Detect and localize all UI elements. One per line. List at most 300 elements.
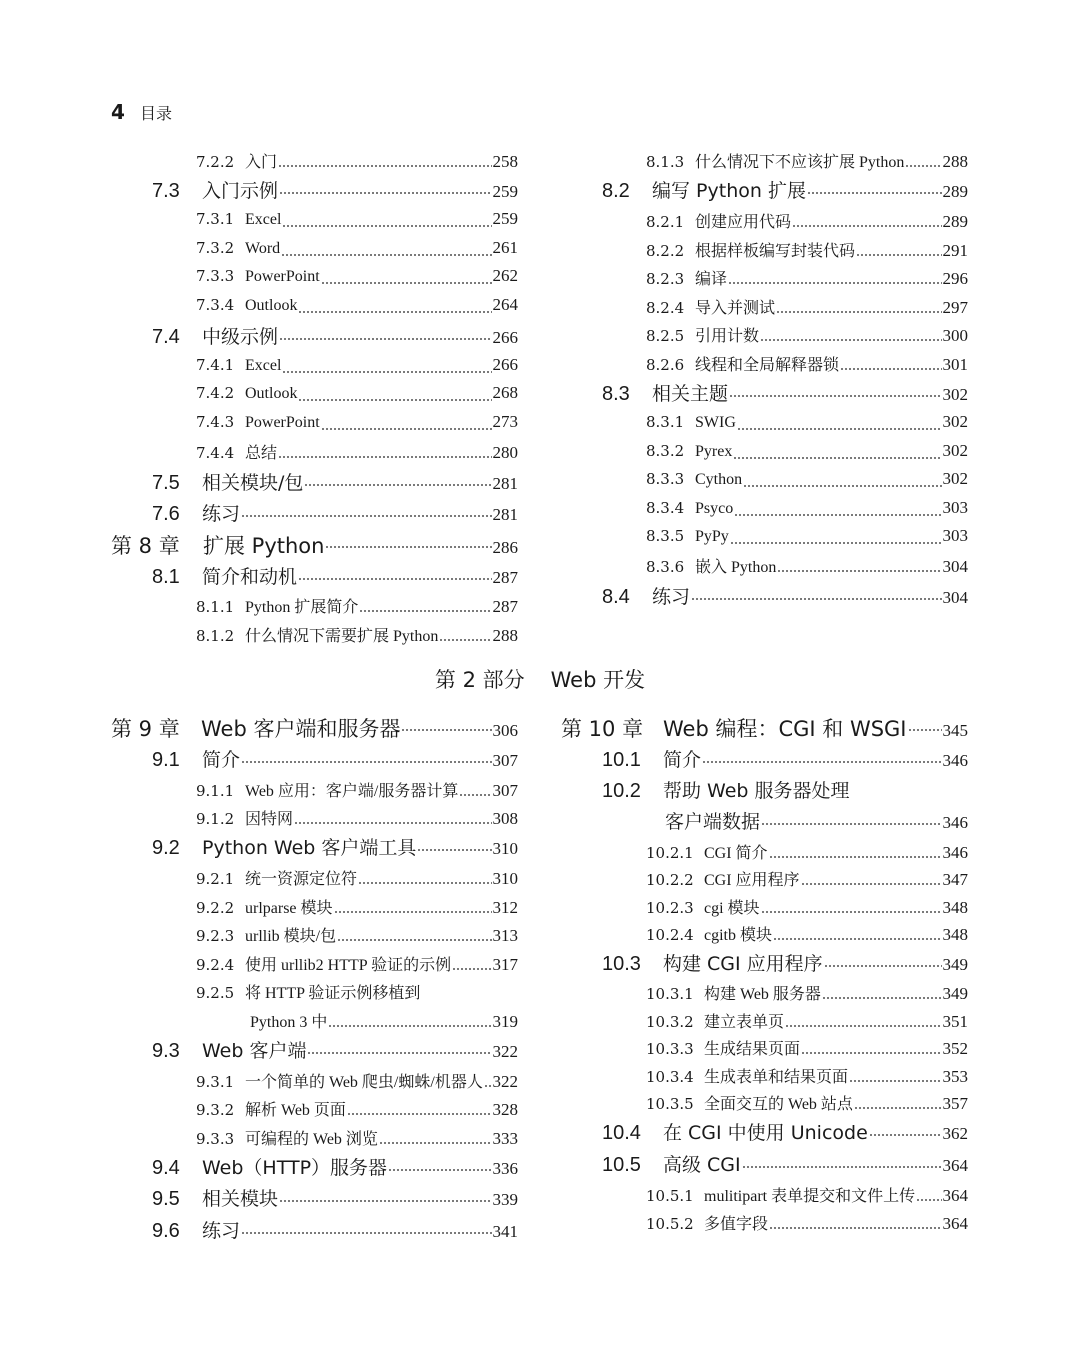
toc-entry-title: SWIG [695, 414, 736, 431]
dot-leader [279, 1189, 491, 1203]
toc-entry [196, 806, 518, 830]
toc-entry-title: 简介 [663, 749, 702, 771]
toc-entry-page: 303 [942, 498, 968, 517]
toc-entry-number: 10.2 [602, 780, 641, 802]
toc-entry-title: 将 HTTP 验证示例移植到 [245, 985, 421, 1002]
toc-entry-page: 310 [492, 839, 518, 858]
toc-entry-page: 349 [942, 984, 968, 1003]
toc-entry [602, 949, 968, 973]
toc-entry-page: 302 [942, 385, 968, 404]
toc-entry [152, 562, 518, 586]
toc-entry-number: 8.4 [602, 586, 630, 608]
dot-leader [869, 1123, 942, 1137]
toc-entry-page: 300 [942, 326, 968, 345]
toc-entry-number: 8.2.5 [646, 327, 685, 345]
toc-entry-page: 345 [942, 721, 968, 740]
dot-leader [854, 1096, 942, 1110]
dot-leader [304, 473, 491, 487]
toc-entry-page: 322 [492, 1072, 518, 1091]
toc-entry-number: 8.3.2 [646, 442, 685, 460]
toc-entry-number: 第 8 章 [111, 534, 180, 558]
toc-entry-number: 9.1 [152, 749, 180, 771]
toc-entry [646, 149, 968, 173]
dot-leader [733, 446, 941, 460]
toc-entry-number: 8.3.5 [646, 527, 685, 545]
toc-entry-title: Python Web 客户端工具 [202, 837, 417, 859]
toc-entry-number: 8.3.4 [646, 499, 685, 517]
toc-entry-title: 引用计数 [695, 328, 760, 345]
toc-entry-number: 8.2.2 [646, 242, 685, 260]
toc-entry [602, 1118, 968, 1142]
toc-entry-page: 301 [942, 355, 968, 374]
toc-entry-number: 10.2.2 [646, 871, 694, 889]
toc-entry-page: 286 [492, 538, 518, 557]
toc-entry-page: 310 [492, 869, 518, 888]
toc-entry [196, 923, 518, 947]
toc-entry [665, 807, 968, 831]
toc-entry-title: 练习 [652, 586, 691, 608]
toc-entry-number: 10.2.4 [646, 926, 694, 944]
toc-entry-title: 生成表单和结果页面 [704, 1069, 849, 1086]
toc-entry-number: 7.6 [152, 503, 180, 525]
toc-entry-number: 8.1.1 [196, 598, 235, 616]
dot-leader [801, 1041, 941, 1055]
toc-entry-page: 266 [492, 355, 518, 374]
toc-entry-title: 构建 Web 服务器 [704, 986, 821, 1003]
toc-entry-number: 9.1.1 [196, 782, 235, 800]
toc-entry-number: 10.2.3 [646, 899, 694, 917]
toc-entry-title: 中级示例 [202, 326, 279, 348]
toc-entry-page: 302 [942, 441, 968, 460]
dot-leader [777, 559, 941, 573]
toc-entry-page: 261 [492, 238, 518, 257]
toc-entry-page: 262 [492, 266, 518, 285]
dot-leader [856, 243, 941, 257]
toc-entry-page: 341 [492, 1222, 518, 1241]
dot-leader [760, 328, 941, 342]
part-title: Web 开发 [550, 668, 646, 692]
toc-entry-title: Excel [245, 211, 282, 228]
toc-entry-title: 什么情况下需要扩展 Python [245, 628, 439, 645]
dot-leader [298, 388, 491, 402]
toc-entry-title: 根据样板编写封装代码 [695, 243, 856, 260]
toc-entry [646, 981, 968, 1005]
toc-entry [196, 778, 518, 802]
toc-entry [561, 713, 968, 741]
toc-entry-number: 8.3.1 [646, 413, 685, 431]
toc-entry [646, 209, 968, 233]
toc-entry-title: 总结 [245, 445, 278, 462]
dot-leader [241, 504, 491, 518]
toc-entry-page: 268 [492, 383, 518, 402]
toc-entry-title: 全面交互的 Web 站点 [704, 1096, 853, 1113]
toc-entry-title: 什么情况下不应该扩展 Python [695, 154, 905, 171]
toc-entry [646, 526, 968, 550]
toc-entry-title: cgitb 模块 [704, 927, 772, 944]
toc-entry-title: 简介和动机 [202, 566, 298, 588]
toc-entry-title: 线程和全局解释器锁 [695, 357, 840, 374]
toc-entry [152, 833, 518, 857]
toc-entry-title: 在 CGI 中使用 Unicode [663, 1122, 868, 1144]
dot-leader [358, 871, 491, 885]
toc-entry-page: 317 [492, 955, 518, 974]
toc-entry [646, 1183, 968, 1207]
toc-entry-title: Pyrex [695, 443, 733, 460]
dot-leader [761, 812, 941, 826]
toc-entry [196, 209, 518, 233]
toc-entry-title: PowerPoint [245, 268, 320, 285]
toc-entry-title: Outlook [245, 297, 298, 314]
dot-leader [730, 531, 942, 545]
dot-leader [734, 503, 941, 517]
toc-entry-title: Web 客户端 [202, 1040, 307, 1062]
toc-entry-title: 创建应用代码 [695, 214, 792, 231]
dot-leader [822, 986, 942, 1000]
toc-entry-page: 352 [942, 1039, 968, 1058]
toc-entry [646, 469, 968, 493]
toc-entry-page: 287 [492, 597, 518, 616]
toc-entry-number: 9.2.4 [196, 956, 235, 974]
toc-entry-number: 7.3.3 [196, 267, 235, 285]
toc-entry [646, 295, 968, 319]
dot-leader [278, 445, 491, 459]
toc-entry-page: 339 [492, 1190, 518, 1209]
toc-entry-number: 10.3.5 [646, 1095, 694, 1113]
toc-entry-number: 10.5.1 [646, 1187, 694, 1205]
toc-entry-title: Python 3 中 [250, 1014, 328, 1031]
dot-leader [278, 154, 491, 168]
toc-entry-number: 8.1.3 [646, 153, 685, 171]
toc-entry [196, 952, 518, 976]
toc-entry-title: 构建 CGI 应用程序 [663, 953, 823, 975]
dot-leader [388, 1158, 491, 1172]
toc-entry-title: 编译 [695, 271, 728, 288]
toc-entry-title: 一个简单的 Web 爬虫/蜘蛛/机器人 [245, 1074, 483, 1091]
toc-entry-title: 编写 Python 扩展 [652, 180, 806, 202]
toc-entry [196, 866, 518, 890]
dot-leader [279, 181, 491, 195]
toc-entry-page: 281 [492, 505, 518, 524]
toc-entry-number: 10.4 [602, 1122, 641, 1144]
toc-entry [196, 412, 518, 436]
toc-entry [602, 1150, 968, 1174]
toc-entry-title: Web 应用：客户端/服务器计算 [245, 783, 459, 800]
toc-entry-number: 9.2.2 [196, 899, 235, 917]
dot-leader [241, 1221, 491, 1235]
toc-entry [152, 1153, 518, 1177]
dot-leader [307, 1041, 491, 1055]
toc-entry-page: 303 [942, 526, 968, 545]
toc-entry [196, 594, 518, 618]
toc-entry-number: 8.1 [152, 566, 180, 588]
toc-entry [646, 323, 968, 347]
toc-entry-title: 高级 CGI [663, 1154, 741, 1176]
page-header [111, 100, 172, 124]
dot-leader [773, 927, 942, 941]
page-header-title: 目录 [140, 104, 173, 123]
toc-entry-title: 扩展 Python [203, 534, 325, 558]
toc-entry [196, 1069, 518, 1093]
toc-entry [152, 1036, 518, 1060]
dot-leader [769, 845, 942, 859]
toc-entry-page: 357 [942, 1094, 968, 1113]
toc-entry-number: 9.4 [152, 1157, 180, 1179]
toc-entry [196, 1097, 518, 1121]
toc-entry [196, 440, 518, 464]
dot-leader [824, 954, 942, 968]
dot-leader [916, 1188, 941, 1202]
toc-entry-page: 336 [492, 1159, 518, 1178]
toc-entry-number: 7.3.2 [196, 239, 235, 257]
toc-entry-number: 9.3 [152, 1040, 180, 1062]
toc-entry-page: 296 [942, 269, 968, 288]
toc-entry-page: 312 [492, 898, 518, 917]
toc-entry-title: 生成结果页面 [704, 1041, 801, 1058]
toc-entry-number: 7.4.4 [196, 444, 235, 462]
toc-entry [196, 1126, 518, 1150]
toc-entry [152, 499, 518, 523]
toc-entry-page: 280 [492, 443, 518, 462]
toc-entry-number: 9.2.3 [196, 927, 235, 945]
dot-leader [294, 811, 491, 825]
toc-entry-number: 9.2 [152, 837, 180, 859]
toc-entry-page: 313 [492, 926, 518, 945]
toc-entry-page: 306 [492, 721, 518, 740]
toc-entry-page: 304 [942, 557, 968, 576]
toc-entry-title: cgi 模块 [704, 900, 760, 917]
toc-entry-title: 入门 [245, 154, 278, 171]
toc-entry-title: 入门示例 [202, 180, 279, 202]
page-number: 4 [111, 100, 125, 124]
dot-leader [691, 587, 941, 601]
dot-leader [321, 271, 492, 285]
toc-entry-title: 相关模块/包 [202, 472, 304, 494]
toc-entry-page: 364 [942, 1186, 968, 1205]
toc-entry-title: Outlook [245, 385, 298, 402]
toc-entry-number: 7.4.3 [196, 413, 235, 431]
toc-entry-title: Python 扩展简介 [245, 599, 359, 616]
dot-leader [849, 1069, 941, 1083]
toc-entry [196, 623, 518, 647]
toc-entry-number: 8.2.1 [646, 213, 685, 231]
toc-entry-page: 322 [492, 1042, 518, 1061]
toc-entry-number: 9.3.3 [196, 1130, 235, 1148]
toc-entry-title: CGI 应用程序 [704, 872, 800, 889]
toc-entry-title: Cython [695, 471, 743, 488]
toc-entry-title: Excel [245, 357, 282, 374]
toc-entry-page: 302 [942, 412, 968, 431]
toc-entry-page: 333 [492, 1129, 518, 1148]
toc-entry [646, 412, 968, 436]
dot-leader [417, 838, 491, 852]
toc-entry-title: Web（HTTP）服务器 [202, 1157, 388, 1179]
dot-leader [459, 783, 491, 797]
toc-entry [602, 582, 968, 606]
toc-entry-number: 8.3.6 [646, 558, 685, 576]
toc-entry [111, 530, 518, 558]
toc-entry-title: 因特网 [245, 811, 294, 828]
toc-entry [646, 867, 968, 891]
toc-entry-title: 相关模块 [202, 1188, 279, 1210]
toc-entry-page: 288 [492, 626, 518, 645]
toc-entry-number: 10.3.4 [646, 1068, 694, 1086]
part-heading [0, 664, 1080, 694]
dot-leader [328, 1014, 491, 1028]
toc-entry-title: 练习 [202, 1220, 241, 1242]
toc-entry [602, 776, 968, 800]
toc-entry-number: 9.1.2 [196, 810, 235, 828]
toc-entry [602, 176, 968, 200]
toc-entry [196, 980, 518, 1004]
toc-entry [646, 840, 968, 864]
toc-entry-title: 简介 [202, 749, 241, 771]
toc-entry [152, 745, 518, 769]
toc-entry-title: Psyco [695, 500, 734, 517]
toc-entry [646, 441, 968, 465]
dot-leader [785, 1014, 941, 1028]
toc-entry-page: 346 [942, 751, 968, 770]
toc-entry-number: 10.1 [602, 749, 641, 771]
toc-entry [646, 352, 968, 376]
toc-entry-title: 可编程的 Web 浏览 [245, 1131, 378, 1148]
toc-entry-title: CGI 简介 [704, 845, 768, 862]
toc-entry-title: 练习 [202, 503, 241, 525]
toc-entry-number: 8.3 [602, 383, 630, 405]
dot-leader [337, 928, 491, 942]
toc-entry-number: 7.3.1 [196, 210, 235, 228]
toc-entry [152, 1184, 518, 1208]
toc-entry-title: 建立表单页 [704, 1014, 785, 1031]
toc-entry-number: 10.3.3 [646, 1040, 694, 1058]
dot-leader [347, 1102, 492, 1116]
toc-entry-page: 348 [942, 898, 968, 917]
toc-entry-page: 297 [942, 298, 968, 317]
part-label: 第 2 部分 [434, 668, 525, 692]
dot-leader [840, 357, 941, 371]
dot-leader [241, 750, 491, 764]
toc-entry-number: 第 10 章 [561, 717, 644, 741]
toc-entry-page: 259 [492, 182, 518, 201]
toc-entry-page: 308 [492, 809, 518, 828]
toc-entry-title: mulitipart 表单提交和文件上传 [704, 1188, 916, 1205]
toc-entry-title: 统一资源定位符 [245, 871, 358, 888]
dot-leader [379, 1131, 492, 1145]
dot-leader [321, 417, 492, 431]
toc-entry-number: 8.2.4 [646, 299, 685, 317]
toc-entry-number: 8.2 [602, 180, 630, 202]
toc-entry [152, 322, 518, 346]
toc-entry-number: 9.3.1 [196, 1073, 235, 1091]
toc-entry [196, 383, 518, 407]
toc-entry-title: 解析 Web 页面 [245, 1102, 346, 1119]
toc-entry-title: Web 编程：CGI 和 WSGI [663, 717, 907, 741]
toc-entry [646, 1064, 968, 1088]
toc-entry-page: 347 [942, 870, 968, 889]
toc-entry [646, 554, 968, 578]
dot-leader [282, 214, 491, 228]
toc-entry [646, 266, 968, 290]
toc-entry-page: 319 [492, 1012, 518, 1031]
dot-leader [298, 300, 491, 314]
toc-entry-page: 346 [942, 843, 968, 862]
toc-entry [196, 238, 518, 262]
toc-entry-number: 7.3 [152, 180, 180, 202]
toc-entry-page: 328 [492, 1100, 518, 1119]
toc-entry-title: Word [245, 240, 281, 257]
toc-entry [646, 895, 968, 919]
toc-entry [196, 149, 518, 173]
toc-entry-page: 291 [942, 241, 968, 260]
dot-leader [728, 271, 941, 285]
toc-entry-page: 307 [492, 751, 518, 770]
toc-entry-number: 8.1.2 [196, 627, 235, 645]
toc-entry-title: 导入并测试 [695, 300, 776, 317]
dot-leader [334, 900, 492, 914]
toc-entry-page: 364 [942, 1214, 968, 1233]
toc-entry-number: 8.2.3 [646, 270, 685, 288]
dot-leader [401, 718, 491, 732]
toc-entry [602, 745, 968, 769]
dot-leader [281, 243, 491, 257]
toc-entry-page: 348 [942, 925, 968, 944]
toc-entry-page: 289 [942, 182, 968, 201]
dot-leader [905, 154, 941, 168]
toc-entry-number: 9.2.1 [196, 870, 235, 888]
toc-entry-title: PyPy [695, 528, 729, 545]
toc-entry-page: 349 [942, 955, 968, 974]
toc-entry-number: 7.4.1 [196, 356, 235, 374]
toc-entry-title: 帮助 Web 服务器处理 [663, 780, 850, 802]
dot-leader [792, 214, 941, 228]
toc-entry [646, 922, 968, 946]
toc-entry-title: Web 客户端和服务器 [201, 717, 401, 741]
toc-entry-number: 7.2.2 [196, 153, 235, 171]
toc-entry-number: 9.3.2 [196, 1101, 235, 1119]
toc-entry-number: 7.4.2 [196, 384, 235, 402]
toc-entry-number: 8.3.3 [646, 470, 685, 488]
toc-entry-number: 10.5 [602, 1154, 641, 1176]
toc-entry-page: 289 [942, 212, 968, 231]
toc-entry [250, 1009, 518, 1033]
toc-entry [196, 355, 518, 379]
toc-entry-page: 362 [942, 1124, 968, 1143]
toc-entry-number: 8.2.6 [646, 356, 685, 374]
toc-entry [196, 295, 518, 319]
toc-entry [602, 379, 968, 403]
toc-entry [196, 266, 518, 290]
dot-leader [801, 872, 942, 886]
toc-entry [646, 1091, 968, 1115]
toc-entry [646, 1036, 968, 1060]
dot-leader [439, 628, 491, 642]
dot-leader [742, 1155, 942, 1169]
dot-leader [908, 718, 942, 732]
toc-entry-page: 273 [492, 412, 518, 431]
toc-entry-number: 9.6 [152, 1220, 180, 1242]
toc-entry [646, 1009, 968, 1033]
toc-entry-number: 第 9 章 [111, 717, 180, 741]
toc-entry-page: 346 [942, 813, 968, 832]
dot-leader [807, 181, 942, 195]
toc-entry-page: 364 [942, 1156, 968, 1175]
dot-leader [282, 360, 491, 374]
toc-entry [196, 895, 518, 919]
dot-leader [279, 327, 491, 341]
toc-entry-number: 7.3.4 [196, 296, 235, 314]
toc-entry-page: 259 [492, 209, 518, 228]
dot-leader [359, 599, 491, 613]
toc-entry-page: 351 [942, 1012, 968, 1031]
